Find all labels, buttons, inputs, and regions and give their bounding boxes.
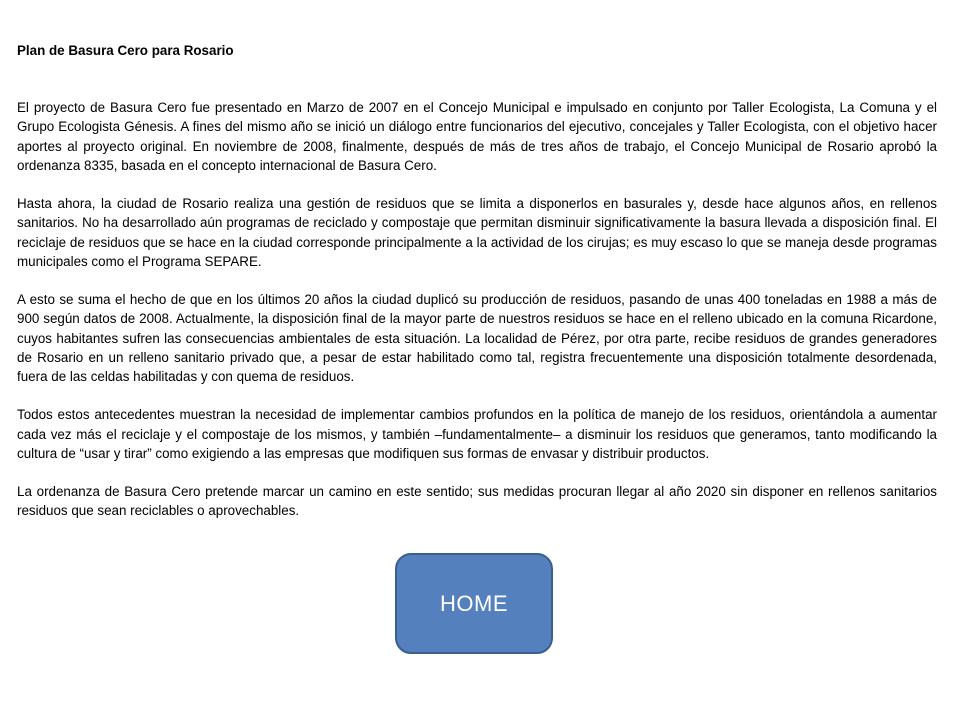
home-button[interactable] <box>395 553 553 654</box>
document-body <box>17 41 937 540</box>
paragraph-waste-growth: A esto se suma el hecho de que en los últimos 20 años la ciudad duplicó su producción de residuos, pasando de unas 400 toneladas en 1988 a más de 900 según datos de 2008. Actualmente, la disposición final de la mayor parte de nuestros residuos se hace en el relleno ubicado en la comuna Ricardone, cuyos habitantes sufren las consecuencias ambientales de esta situación. La localidad de Pérez, por otra parte, recibe residuos de grandes generadores de Rosario en un relleno sanitario privado que, a pesar de estar habilitado como tal, registra frecuentemente una disposición totalmente desordenada, fuera de las celdas habilitadas y con quema de residuos. <box>17 292 937 385</box>
paragraph-need-for-change: Todos estos antecedentes muestran la necesidad de implementar cambios profundos en la política de manejo de los residuos, orientándola a aumentar cada vez más el reciclaje y el compostaje de los mismos, y también –fundamentalmente– a disminuir los residuos que generamos, tanto modificando la cultura de “usar y tirar” como exigiendo a las empresas que modifiquen sus formas de envasar y distribuir productos. <box>17 407 937 461</box>
paragraph-history: El proyecto de Basura Cero fue presentado en Marzo de 2007 en el Concejo Municipal e impulsado en conjunto por Taller Ecologista, La Comuna y el Grupo Ecologista Génesis. A fines del mismo año se inició un diálogo entre funcionarios del ejecutivo, concejales y Taller Ecologista, con el objetivo hacer aportes al proyecto original. En noviembre de 2008, finalmente, después de más de tres años de trabajo, el Concejo Municipal de Rosario aprobó la ordenanza 8335, basada en el concepto internacional de Basura Cero. <box>17 100 937 173</box>
document-title: Plan de Basura Cero para Rosario <box>17 43 234 58</box>
home-button-label: HOME <box>440 590 508 616</box>
paragraph-ordinance-goal: La ordenanza de Basura Cero pretende marcar un camino en este sentido; sus medidas procuran llegar al año 2020 sin disponer en rellenos sanitarios residuos que sean reciclables o aprovechables. <box>17 484 937 519</box>
paragraph-current-situation: Hasta ahora, la ciudad de Rosario realiza una gestión de residuos que se limita a disponerlos en basurales y, desde hace algunos años, en rellenos sanitarios. No ha desarrollado aún programas de reciclado y compostaje que permitan disminuir significativamente la basura llevada a disposición final. El reciclaje de residuos que se hace en la ciudad corresponde principalmente a la actividad de los cirujas; es muy escaso lo que se maneja desde programas municipales como el Programa SEPARE. <box>17 196 937 269</box>
title-spacer <box>17 60 937 98</box>
